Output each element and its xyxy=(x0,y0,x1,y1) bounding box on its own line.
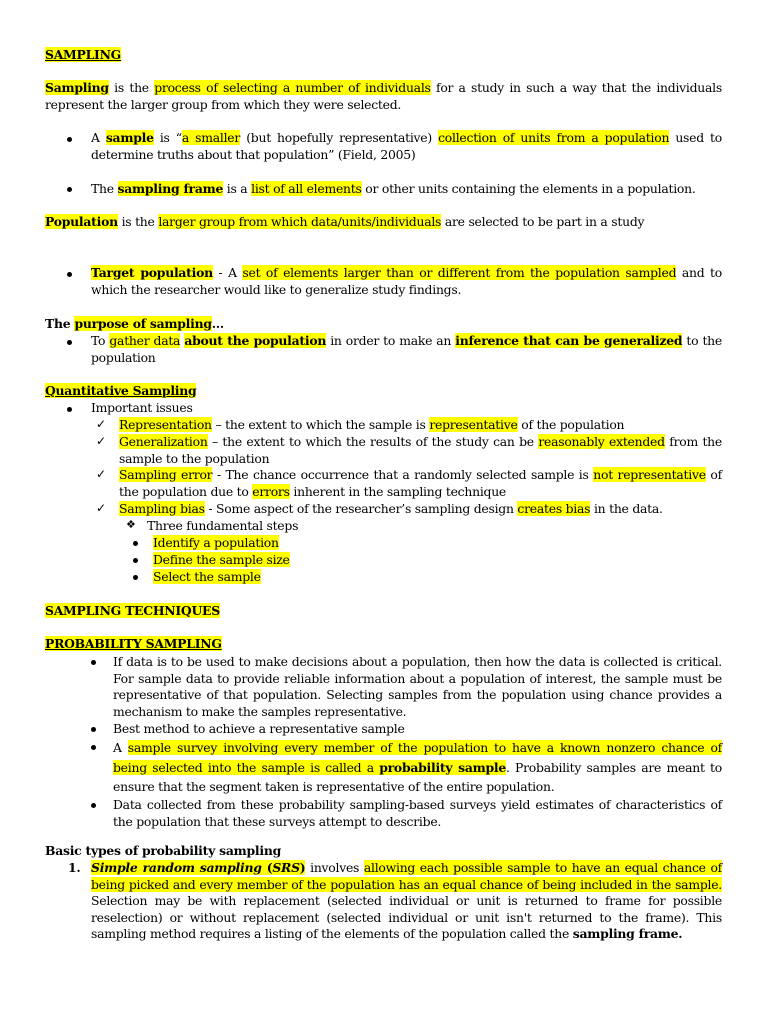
basic-types-heading: Basic types of probability sampling xyxy=(45,843,281,858)
bullet-dot xyxy=(91,803,96,808)
check-icon: ✓ xyxy=(96,501,106,515)
term-sampling: Sampling xyxy=(45,80,109,95)
sample-bullet: A sample is “a smaller (but hopefully representative) collection of units from a population used to determine truths about that population” (Field, 2005) xyxy=(91,130,722,162)
title-text: SAMPLING xyxy=(45,47,122,62)
check-icon: ✓ xyxy=(96,417,106,431)
intro-paragraph: Sampling is the process of selecting a number of individuals for a study in such a way that the individuals represent the larger group from which they were selected. xyxy=(45,80,722,112)
bullet-dot xyxy=(133,558,138,563)
bullet-dot xyxy=(67,187,72,192)
issue-sampling-error: Sampling error - The chance occurrence that a randomly selected sample is not representative of the population due to errors inherent in the sampling technique xyxy=(119,467,722,499)
techniques-heading: SAMPLING TECHNIQUES xyxy=(45,603,220,618)
purpose-bullet: To gather data about the population in order to make an inference that can be generalized to the population xyxy=(91,333,722,365)
prob-bullet-1: If data is to be used to make decisions about a population, then how the data is collected is critical. For sample data to provide reliable information about a population of interest, the sample must be representative of that population. Selecting samples from the population using chance provides a mechanism to make the samples representative. xyxy=(113,654,722,719)
issue-sampling-bias: Sampling bias - Some aspect of the researcher’s sampling design creates bias in the data. xyxy=(119,501,663,516)
prob-bullet-4: Data collected from these probability sampling-based surveys yield estimates of characteristics of the population that these surveys attempt to describe. xyxy=(113,797,722,829)
srs-paragraph: Simple random sampling (SRS) involves allowing each possible sample to have an equal chance of being picked and every member of the population has an equal chance of being included in the sample. Selection may be with replacement (selected individual or unit is returned to frame for possible reselection) or without replacement (selected individual or unit isn't returned to the frame). This sampling method requires a listing of the elements of the population called the sampling frame. xyxy=(91,860,722,941)
issues-label: Important issues xyxy=(91,400,193,415)
bullet-dot xyxy=(91,727,96,732)
prob-bullet-3: A sample survey involving every member of the population to have a known nonzero chance of being selected into the sample is called a probability sample. Probability samples are meant to ensure that the segment taken is representative of the entire population. xyxy=(113,740,722,794)
issue-generalization: Generalization – the extent to which the results of the study can be reasonably extended from the sample to the population xyxy=(119,434,722,466)
bullet-dot xyxy=(67,340,72,345)
bullet-dot xyxy=(67,137,72,142)
target-bullet: Target population - A set of elements larger than or different from the population sampled and to which the researcher would like to generalize study findings. xyxy=(91,265,723,297)
bullet-dot xyxy=(133,575,138,580)
list-number: 1. xyxy=(68,860,81,875)
page-title xyxy=(45,47,722,64)
check-icon: ✓ xyxy=(96,467,106,481)
step-item: Identify a population xyxy=(153,535,279,550)
step-item: Define the sample size xyxy=(153,552,290,567)
purpose-heading: The purpose of sampling… xyxy=(45,316,224,331)
bullet-dot xyxy=(91,745,96,750)
population-paragraph: Population is the larger group from which data/units/individuals are selected to be part in a study xyxy=(45,214,645,229)
bullet-dot xyxy=(67,407,72,412)
check-icon: ✓ xyxy=(96,434,106,448)
frame-bullet: The sampling frame is a list of all elements or other units containing the elements in a population. xyxy=(91,181,696,196)
issue-representation: Representation – the extent to which the sample is representative of the population xyxy=(119,417,625,432)
steps-label: Three fundamental steps xyxy=(147,518,299,533)
bullet-dot xyxy=(67,272,72,277)
quant-heading: Quantitative Sampling xyxy=(45,383,197,398)
bullet-dot xyxy=(133,541,138,546)
bullet-dot xyxy=(91,660,96,665)
prob-bullet-2: Best method to achieve a representative sample xyxy=(113,721,405,736)
diamond-bullet-icon: ❖ xyxy=(126,518,136,531)
probability-heading: PROBABILITY SAMPLING xyxy=(45,636,222,651)
step-item: Select the sample xyxy=(153,569,261,584)
